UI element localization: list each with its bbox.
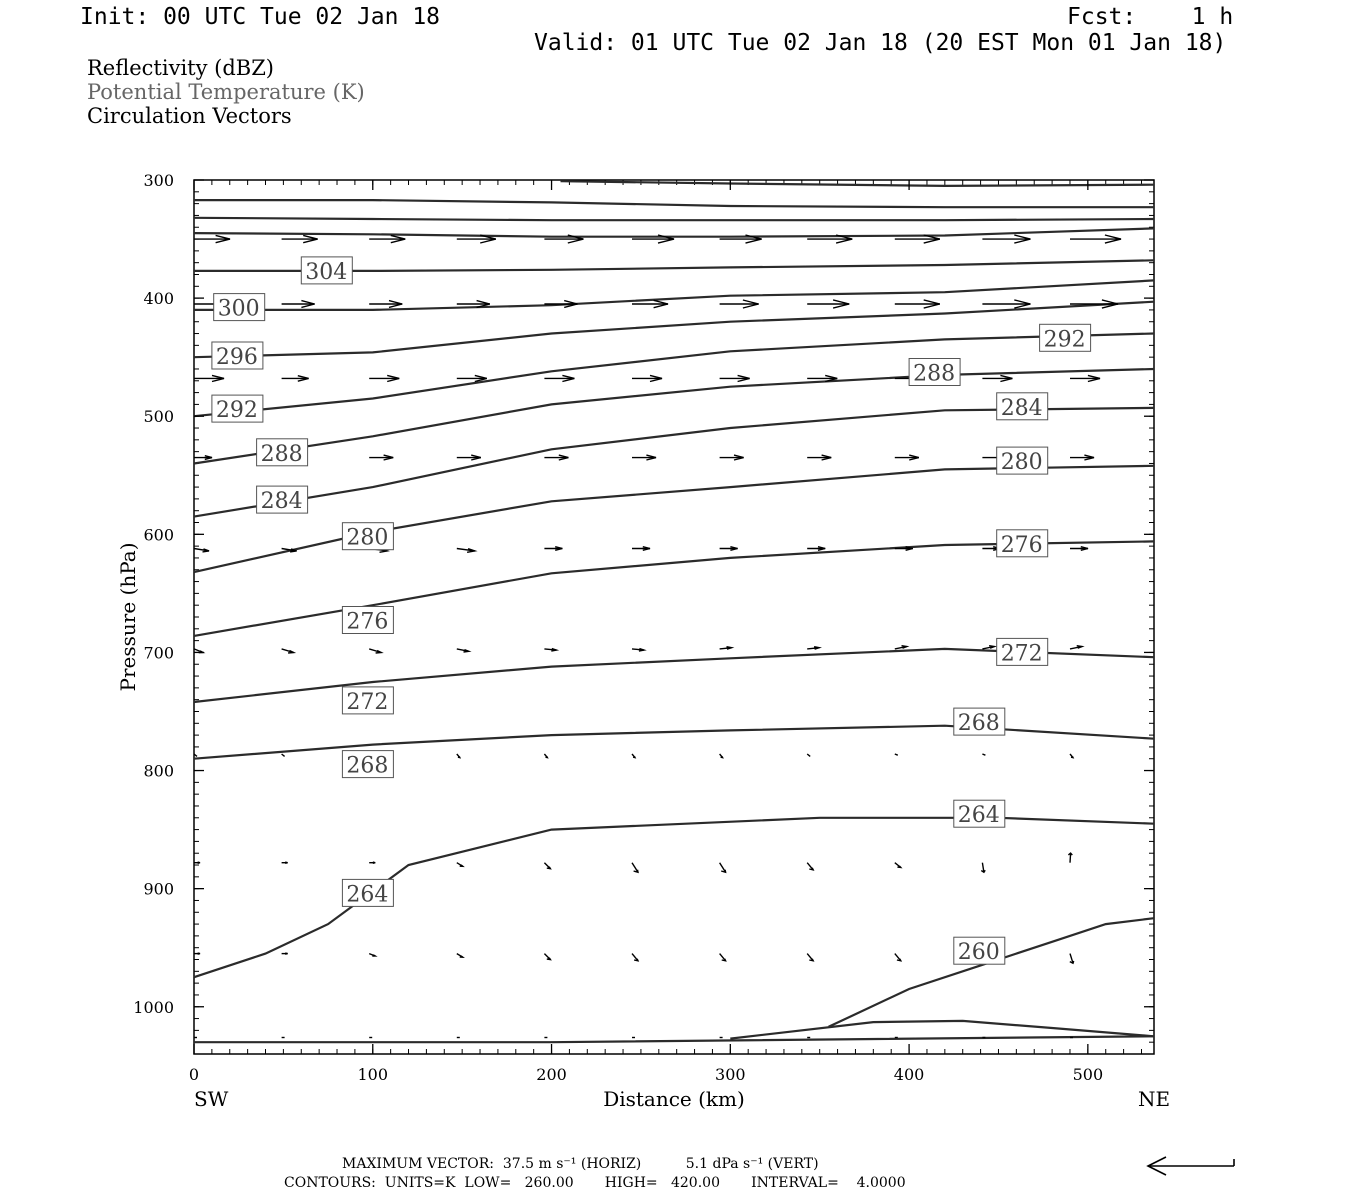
contour-label [342, 879, 393, 907]
vector-arrow [194, 549, 209, 552]
contour-label [909, 359, 960, 387]
vector-shaft [895, 754, 898, 755]
vector-head [198, 953, 200, 954]
vector-arrow [369, 455, 393, 460]
vector-arrow [807, 647, 819, 650]
contour-unlabeled [194, 218, 1154, 220]
vector-arrow [194, 953, 200, 954]
y-tick-label: 900 [143, 879, 174, 899]
y-axis-ticks [133, 171, 1154, 1017]
vector-arrow [981, 863, 985, 873]
vector-arrow [807, 547, 825, 551]
contour-label-text: 296 [215, 345, 258, 370]
contour-unlabeled [194, 1036, 1154, 1042]
vector-arrow [632, 954, 638, 961]
contour-label-text: 280 [346, 525, 389, 551]
legend-reflectivity: Reflectivity (dBZ) [87, 56, 275, 80]
contour-label [954, 800, 1005, 828]
init-time-label: Init: 00 UTC Tue 02 Jan 18 [80, 4, 441, 30]
y-tick-label: 1000 [133, 997, 174, 1017]
legend-potential-temperature: Potential Temperature (K) [87, 80, 365, 104]
vector-arrow [632, 649, 644, 652]
vector-arrow [895, 754, 898, 755]
x-tick-label: 100 [357, 1065, 389, 1084]
contour-label [257, 439, 308, 467]
contour-lines [194, 181, 1154, 1042]
vector-arrow [1070, 235, 1121, 243]
contour-label [342, 687, 393, 715]
vector-arrow [194, 235, 230, 242]
vector-head [633, 757, 635, 758]
vector-arrow [632, 375, 662, 381]
vector-arrow [1070, 547, 1088, 551]
contour-268 [194, 726, 1154, 759]
contour-label [212, 342, 263, 370]
contour-label [342, 523, 393, 551]
x-tick-label: 200 [536, 1065, 567, 1084]
vector-arrow [544, 649, 556, 652]
contour-label [997, 530, 1048, 558]
vector-arrow [982, 300, 1030, 308]
vector-arrow [1070, 954, 1074, 964]
contour-label [212, 395, 263, 423]
contour-labels [212, 257, 1091, 965]
vector-head [721, 757, 723, 758]
vector-head [1071, 757, 1073, 758]
vector-arrow [982, 375, 1012, 381]
sw-endpoint-label: SW [194, 1087, 229, 1111]
vector-head [285, 953, 287, 954]
vector-arrow [369, 375, 399, 381]
vector-arrow [544, 455, 568, 460]
vector-arrow [720, 863, 726, 873]
vector-arrow [1070, 455, 1094, 460]
vector-arrow [544, 301, 577, 308]
legend-circulation-vectors: Circulation Vectors [87, 104, 292, 128]
contour-label-text: 292 [215, 398, 258, 424]
contour-label-text: 292 [1043, 327, 1086, 353]
contour-label [301, 257, 352, 285]
contour-label-text: 280 [1000, 450, 1043, 476]
vector-arrow [544, 754, 547, 758]
vector-arrow [720, 754, 723, 758]
contour-label-text: 260 [957, 940, 1000, 966]
vector-arrow [457, 863, 463, 867]
contour-label-text: 304 [305, 259, 348, 285]
vector-arrow [720, 547, 738, 551]
contour-label-text: 276 [1000, 532, 1043, 558]
ne-endpoint-label: NE [1138, 1087, 1171, 1111]
vector-arrow [1068, 853, 1072, 863]
vector-head [285, 862, 287, 863]
vector-arrow [632, 754, 635, 758]
vector-arrow [544, 547, 562, 551]
vector-arrow [1070, 375, 1100, 381]
contour-label [997, 638, 1048, 666]
contour-label-text: 268 [346, 753, 389, 779]
vector-arrow [544, 954, 550, 960]
circulation-vectors [194, 235, 1121, 1038]
vector-arrow [544, 863, 550, 869]
y-axis-title: Pressure (hPa) [116, 542, 140, 692]
vector-arrow [369, 954, 375, 957]
contour-label-text: 284 [260, 489, 303, 515]
vector-arrow [282, 235, 318, 242]
contour-label-text: 272 [346, 689, 389, 715]
vector-arrow [457, 375, 487, 381]
minor-ticks [194, 180, 1154, 1054]
vector-arrow [895, 300, 940, 308]
vector-arrow [895, 954, 901, 961]
contour-label-text: 264 [346, 882, 389, 908]
vector-head [373, 862, 375, 863]
contour-unlabeled [561, 181, 1155, 186]
vector-arrow [282, 862, 288, 863]
forecast-hour-label: Fcst: 1 h [1067, 4, 1234, 30]
x-tick-label: 400 [893, 1065, 925, 1084]
vector-arrow [369, 862, 375, 863]
contour-label-text: 284 [1000, 395, 1043, 421]
vector-arrow [282, 953, 288, 954]
vector-arrow [720, 455, 744, 460]
vector-arrow [369, 649, 381, 653]
y-tick-label: 300 [143, 171, 174, 190]
contour-label-text: 300 [217, 296, 260, 322]
vector-arrow [807, 954, 813, 961]
reference-vector-arrow [1148, 1157, 1234, 1175]
contour-label-text: 288 [913, 361, 956, 387]
contour-260 [829, 918, 1154, 1027]
y-tick-label: 700 [143, 643, 174, 663]
contour-unlabeled [194, 228, 1154, 236]
vector-arrow [282, 754, 285, 756]
vector-arrow [982, 235, 1030, 243]
vector-arrow [632, 547, 650, 551]
contours-footer: CONTOURS: UNITS=K LOW= 260.00 HIGH= 420.00 INTERVAL= 4.0000 [284, 1175, 906, 1191]
vector-arrow [982, 754, 985, 755]
vector-arrow [544, 375, 574, 381]
maximum-vector-footer: MAXIMUM VECTOR: 37.5 m s⁻¹ (HORIZ) 5.1 dPa s⁻¹ (VERT) [342, 1156, 819, 1172]
vector-arrow [282, 649, 294, 653]
vector-arrow [369, 301, 402, 308]
y-tick-label: 400 [143, 289, 174, 309]
vector-arrow [982, 646, 994, 649]
vector-arrow [369, 235, 405, 242]
vector-arrow [457, 455, 481, 460]
vector-arrow [807, 863, 813, 870]
vector-arrow [807, 754, 810, 756]
vector-arrow [282, 376, 309, 382]
vector-arrow [457, 649, 469, 652]
contour-label [342, 607, 393, 635]
vector-head [458, 757, 460, 758]
vector-arrow [895, 646, 907, 649]
vector-arrow [194, 862, 200, 863]
vector-head [198, 862, 200, 863]
vector-arrow [807, 300, 849, 308]
x-tick-label: 0 [188, 1065, 200, 1084]
valid-time-label: Valid: 01 UTC Tue 02 Jan 18 (20 EST Mon 01 Jan 18) [534, 30, 1227, 56]
vector-arrow [1070, 646, 1082, 649]
contour-label [997, 447, 1048, 475]
contour-label-text: 268 [957, 711, 1000, 737]
contour-label-text: 264 [957, 803, 1000, 829]
vector-arrow [632, 455, 656, 460]
contour-label-text: 272 [1000, 641, 1043, 667]
vector-arrow [282, 301, 315, 308]
x-tick-label: 300 [715, 1065, 746, 1084]
vector-arrow [194, 456, 212, 460]
vector-arrow [457, 549, 475, 553]
vector-arrow [720, 954, 726, 961]
vector-arrow [720, 375, 750, 381]
y-tick-label: 800 [143, 761, 174, 781]
vector-arrow [807, 455, 831, 460]
vector-shaft [1070, 853, 1071, 863]
vector-shaft [807, 754, 810, 756]
plot-frame [194, 180, 1154, 1054]
vector-arrow [457, 954, 463, 958]
contour-unlabeled [194, 200, 1154, 207]
contour-label-text: 288 [260, 441, 303, 467]
contour-264 [194, 818, 1154, 977]
contour-label-text: 276 [346, 609, 389, 635]
contour-label [1040, 324, 1091, 352]
contour-label [257, 486, 308, 514]
contour-label [214, 294, 265, 322]
vector-arrow [720, 647, 732, 650]
vector-arrow [720, 300, 759, 308]
contour-label [954, 937, 1005, 965]
contour-label [997, 393, 1048, 421]
y-tick-label: 600 [143, 525, 174, 545]
x-tick-label: 500 [1072, 1065, 1104, 1084]
contour-label [342, 751, 393, 779]
contour-label [954, 708, 1005, 736]
vector-shaft [982, 754, 985, 755]
vector-arrow [632, 863, 638, 873]
vector-shaft [282, 754, 285, 756]
vector-arrow [895, 455, 919, 460]
y-tick-label: 500 [143, 407, 174, 427]
vector-head [546, 757, 548, 758]
vector-arrow [895, 863, 901, 868]
x-axis-title: Distance (km) [603, 1087, 745, 1111]
vector-arrow [1070, 754, 1073, 758]
vector-arrow [457, 754, 460, 758]
